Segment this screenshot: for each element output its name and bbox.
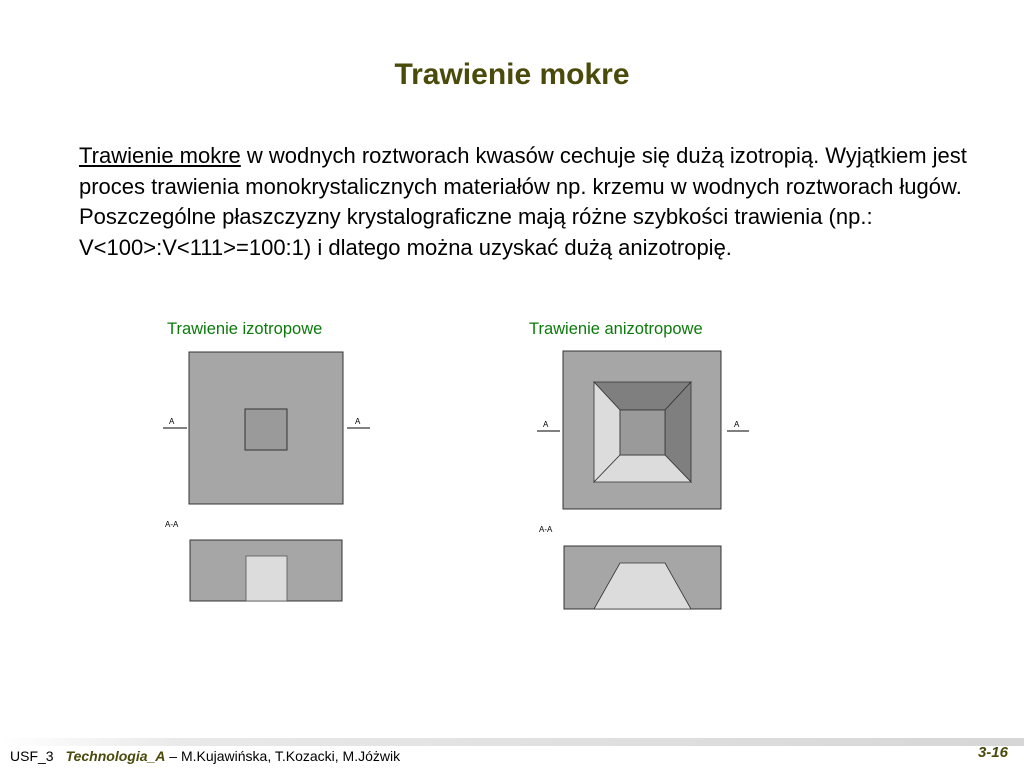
footer-course: Technologia_A bbox=[65, 748, 166, 764]
page-number: 3-16 bbox=[977, 744, 1008, 761]
footer-code: USF_3 bbox=[10, 748, 54, 764]
footer bbox=[10, 748, 400, 764]
footer-authors: – M.Kujawińska, T.Kozacki, M.Jóżwik bbox=[165, 748, 401, 764]
anisotropic-top-view bbox=[537, 351, 749, 509]
footer-divider bbox=[0, 738, 1024, 746]
slide-title: Trawienie mokre bbox=[394, 58, 630, 91]
isotropic-section-label: A-A bbox=[165, 520, 179, 529]
isotropic-top-view bbox=[163, 352, 370, 504]
caption-anisotropic: Trawienie anizotropowe bbox=[529, 320, 703, 338]
anisotropic-pit-bottom bbox=[620, 410, 665, 455]
anisotropic-section-label: A-A bbox=[539, 525, 553, 534]
caption-isotropic: Trawienie izotropowe bbox=[167, 320, 323, 338]
isotropic-pit bbox=[245, 409, 287, 450]
isotropic-marker-left: A bbox=[169, 417, 175, 426]
isotropic-marker-right: A bbox=[355, 417, 361, 426]
isotropic-cross-section bbox=[190, 540, 342, 601]
isotropic-section-pit bbox=[246, 556, 287, 601]
body-text: w wodnych roztworach kwasów cechuje się dużą izotropią. Wyjątkiem jest proces trawienia monokrystalicznych materiałów np. krzemu w wodnych roztworach ługów. Poszczególne płaszczyzny krystalograficzne mają różne szybkości trawienia (np.: V<100>:V<111>=100:1) i dlatego można uzyskać dużą anizotropię. bbox=[79, 143, 967, 260]
anisotropic-marker-left: A bbox=[543, 420, 549, 429]
anisotropic-cross-section bbox=[564, 546, 721, 609]
anisotropic-marker-right: A bbox=[734, 420, 740, 429]
body-term: Trawienie mokre bbox=[79, 143, 241, 168]
